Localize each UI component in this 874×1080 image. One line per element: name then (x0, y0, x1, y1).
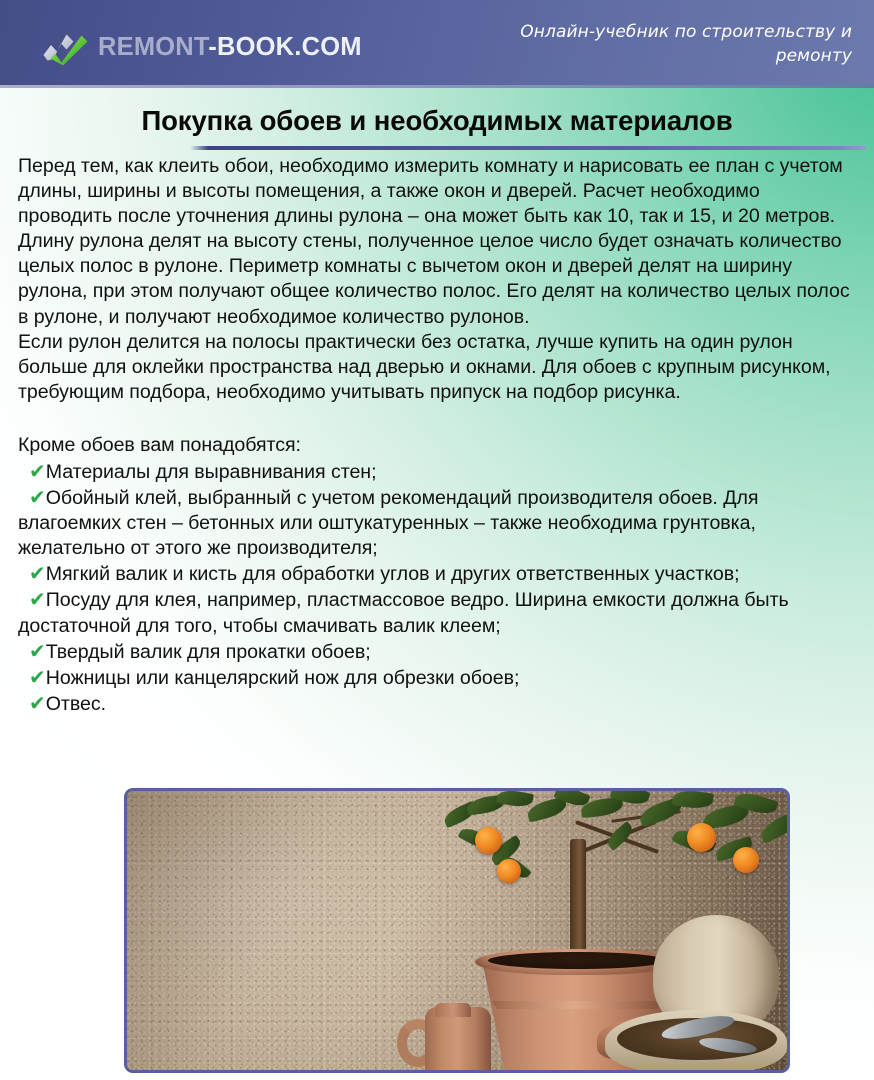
list-item-label: Мягкий валик и кисть для обработки углов и других ответственных участков; (45, 563, 740, 586)
list-item-label: Посуду для клея, например, пластмассовое ведро. Ширина емкости должна быть достаточной для того, чтобы смачивать валик клеем; (18, 589, 789, 637)
site-logo-text (98, 35, 362, 61)
citrus-canopy (415, 788, 790, 897)
list-item-label: Ножницы или канцелярский нож для обрезки обоев; (45, 666, 520, 689)
list-item (18, 561, 856, 587)
page-title: Покупка обоев и необходимых материалов (141, 105, 733, 136)
paragraph-1: Перед тем, как клеить обои, необходимо измерить комнату и нарисовать ее план с учетом длины, ширины и высоты помещения, а также окон и дверей. Расчет необходимо проводить после уточнения длины рулона – она может быть как 10, так и 15, и 20 метров. (18, 154, 843, 227)
article-body (0, 150, 874, 718)
paragraph-3: Если рулон делится на полосы практически без остатка, лучше купить на один рулон больше для оклейки пространства над дверью и окнами. Для обоев с крупным рисунком, требующим подбора, необходимо учитывать припуск на подбор рисунка. (18, 330, 831, 404)
site-logo[interactable] (42, 27, 362, 69)
logo-text-bright: -BOOK.COM (208, 33, 362, 62)
citrus-tree-in-terracotta-pot-photo (127, 791, 787, 1070)
list-item (18, 587, 856, 638)
materials-check-list (18, 459, 856, 718)
materials-list-intro: Кроме обоев вам понадобятся: (18, 434, 301, 457)
article (0, 88, 874, 717)
list-item (18, 459, 856, 485)
list-item-label: Твердый валик для прокатки обоев; (45, 640, 371, 663)
check-icon: ✔ (29, 691, 46, 716)
site-tagline: Онлайн-учебник по строительству и ремонту (520, 22, 852, 67)
clay-jug (395, 1003, 513, 1073)
list-item-label: Материалы для выравнивания стен; (45, 460, 377, 483)
check-icon: ✔ (29, 484, 46, 509)
check-icon: ✔ (29, 638, 46, 663)
zigzag-check-logo-icon (42, 29, 90, 67)
list-item-label: Отвес. (45, 693, 106, 716)
list-item (18, 691, 856, 717)
list-item-label: Обойный клей, выбранный с учетом рекомендаций производителя обоев. Для влагоемких стен – бетонных или оштукатуренных – также необходима грунтовка, желательно от этого же производителя; (18, 486, 759, 560)
site-header (0, 0, 874, 88)
list-item (18, 665, 856, 691)
check-icon: ✔ (29, 587, 46, 612)
article-photo-frame (124, 788, 790, 1073)
check-icon: ✔ (29, 664, 46, 689)
check-icon: ✔ (29, 458, 46, 483)
check-icon: ✔ (29, 561, 46, 586)
list-item (18, 485, 856, 562)
paragraph-2: Длину рулона делят на высоту стены, полученное целое число будет означать количество целых полос в рулоне. Периметр комнаты с вычетом окон и дверей делят на ширину рулона, при этом получают общее количество полос. Его делят на количество целых полос в рулоне, и получают необходимое количество рулонов. (18, 230, 850, 328)
list-item (18, 639, 856, 665)
tree-trunk (570, 839, 586, 961)
logo-text-dim: REMONT (98, 33, 209, 62)
